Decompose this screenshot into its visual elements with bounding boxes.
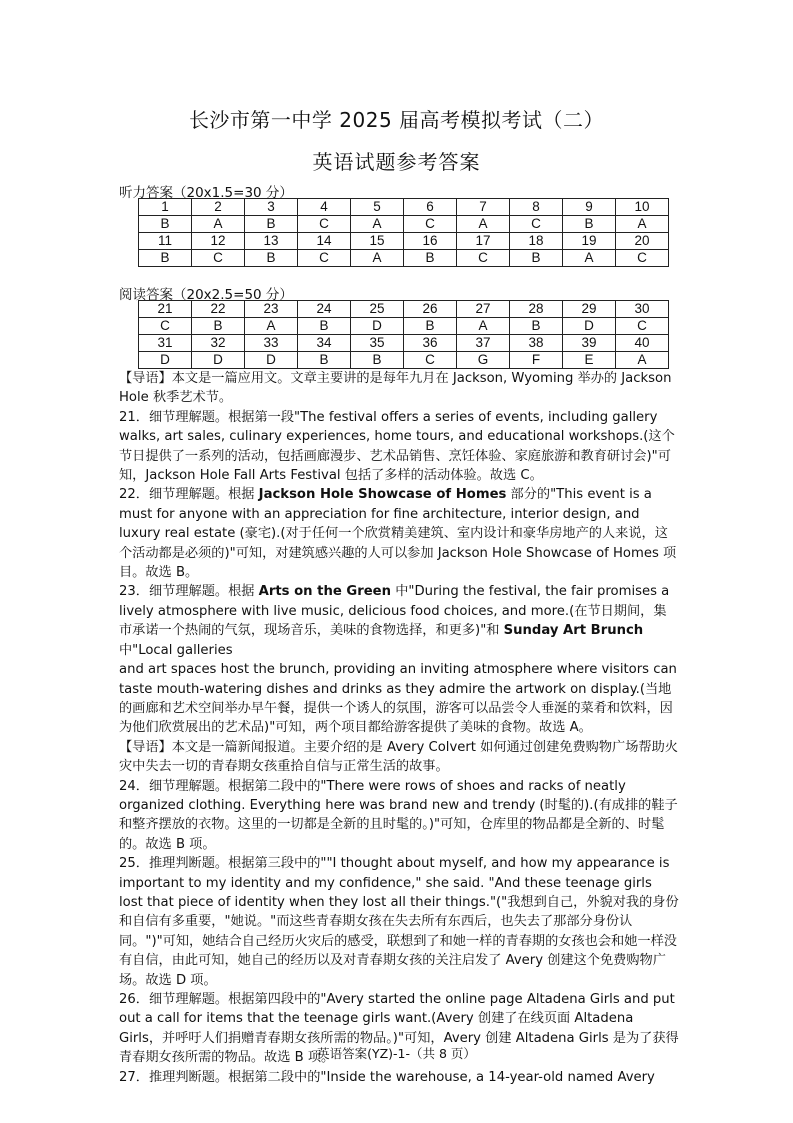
listening-table-cell: A bbox=[351, 216, 404, 233]
reading-table-cell: 26 bbox=[404, 301, 457, 318]
listening-table-cell: 4 bbox=[298, 199, 351, 216]
reading-table-row bbox=[139, 318, 669, 335]
listening-table-row bbox=[139, 250, 669, 267]
reading-answer-table bbox=[138, 300, 669, 369]
listening-table-cell: 18 bbox=[510, 233, 563, 250]
reading-table-cell: 29 bbox=[563, 301, 616, 318]
reading-table-cell: 24 bbox=[298, 301, 351, 318]
explanation-22 bbox=[119, 485, 679, 582]
listening-table-cell: 10 bbox=[616, 199, 669, 216]
reading-table-cell: 33 bbox=[245, 335, 298, 352]
listening-table-cell: C bbox=[404, 216, 457, 233]
explanation-23-text-cont: 中"During the festival, the fair promises a lively atmosphere with live music, delicious food choices, and more.(在节日期间，集市承诺一个热闹的气氛，现场音乐，美味的食物选择，和更多)"和 bbox=[119, 584, 670, 639]
explanation-25: 25．推理判断题。根据第三段中的""I thought about myself, and how my appearance is important to my identity and my confidence," she said. "And these teenage girls lost that piece of identity when they lost all their things."("我想到自己，外貌对我的身份和自信有多重要，"她说。"而这些青春期女孩在失去所有东西后，也失去了那部分身份认同。")"可知，她结合自己经历火灾后的感受，联想到了和她一样的青春期的女孩也会和她一样没有自信，由此可知，她自己的经历以及对青春期女孩的关注启发了 Avery 创建这个免费购物广场。故选 D 项。 bbox=[119, 856, 679, 988]
listening-table-cell: A bbox=[616, 216, 669, 233]
listening-table-row bbox=[139, 233, 669, 250]
reading-table-cell: 25 bbox=[351, 301, 404, 318]
listening-table-cell: A bbox=[351, 250, 404, 267]
listening-table-cell: B bbox=[245, 250, 298, 267]
listening-table-row bbox=[139, 199, 669, 216]
reading-table-cell: A bbox=[245, 318, 298, 335]
passage-intro-a: 【导语】本文是一篇应用文。文章主要讲的是每年九月在 Jackson, Wyoming 举办的 Jackson Hole 秋季艺术节。 bbox=[119, 371, 672, 406]
passage-intro-b: 【导语】本文是一篇新闻报道。主要介绍的是 Avery Colvert 如何通过创建免费购物广场帮助火灾中失去一切的青春期女孩重拾自信与正常生活的故事。 bbox=[119, 739, 678, 775]
reading-table-cell: 32 bbox=[192, 335, 245, 352]
explanation-23-continued: and art spaces host the brunch, providing an inviting atmosphere where visitors can taste mouth-watering dishes and drinks as they admire the artwork on display.(当地的画廊和艺术空间举办早午餐，提供一个诱人的氛围，游客可以品尝令人垂涎的菜肴和饮料，因为他们欣赏展出的艺术品)"可知，两个项目都给游客提供了美味的食物。故选 A。 bbox=[119, 662, 677, 736]
listening-table-cell: C bbox=[298, 216, 351, 233]
listening-table-cell: 16 bbox=[404, 233, 457, 250]
reading-table-cell: D bbox=[245, 352, 298, 369]
reading-table-cell: D bbox=[192, 352, 245, 369]
reading-table-cell: 21 bbox=[139, 301, 192, 318]
reading-table-cell: A bbox=[616, 352, 669, 369]
listening-table-cell: C bbox=[457, 250, 510, 267]
listening-table-cell: B bbox=[510, 250, 563, 267]
listening-table-cell: C bbox=[616, 250, 669, 267]
reading-table-cell: D bbox=[351, 318, 404, 335]
explanation-27: 27．推理判断题。根据第二段中的"Inside the warehouse, a 14-year-old named Avery bbox=[119, 1069, 655, 1085]
reading-table-cell: 22 bbox=[192, 301, 245, 318]
listening-table-cell: C bbox=[192, 250, 245, 267]
explanation-24: 24．细节理解题。根据第二段中的"There were rows of shoes and racks of neatly organized clothing. Everything here was brand new and trendy (时髦的).(有成排的鞋子和整齐摆放的衣物。这里的一切都是全新的且时髦的。)"可知，仓库里的物品都是全新的、时髦的。故选 B 项。 bbox=[119, 778, 678, 852]
listening-table-cell: B bbox=[139, 216, 192, 233]
answer-explanations bbox=[119, 369, 679, 1087]
explanation-22-text-cont: 部分的"This event is a must for anyone with an appreciation for fine architecture, interior design, and luxury real estate (豪宅).(对于任何一个欣赏精美建筑、室内设计和豪华房地产的人来说，这个活动都是必须的)"可知，对建筑感兴趣的人可以参加 Jackson Hole Showcase of Homes 项目。故选 B。 bbox=[119, 487, 677, 581]
listening-table-cell: 1 bbox=[139, 199, 192, 216]
reading-table-cell: B bbox=[298, 352, 351, 369]
reading-table-cell: C bbox=[139, 318, 192, 335]
listening-table-cell: 3 bbox=[245, 199, 298, 216]
reading-table-cell: 35 bbox=[351, 335, 404, 352]
listening-table-cell: 2 bbox=[192, 199, 245, 216]
reading-table-cell: B bbox=[404, 318, 457, 335]
listening-answer-table bbox=[138, 198, 669, 267]
reading-table-cell: 38 bbox=[510, 335, 563, 352]
reading-table-cell: 37 bbox=[457, 335, 510, 352]
reading-table-cell: B bbox=[510, 318, 563, 335]
listening-table-cell: 15 bbox=[351, 233, 404, 250]
reading-table-cell: B bbox=[351, 352, 404, 369]
explanation-26: 26．细节理解题。根据第四段中的"Avery started the online page Altadena Girls and put out a call for items that the teenage girls want.(Avery 创建了在线页面 Altadena Girls，并呼吁人们捐赠青春期女孩所需的物品。)"可知，Avery 创建 Altadena Girls 是为了获得青春期女孩所需的物品。故选 B 项。 bbox=[119, 992, 679, 1066]
reading-table-cell: G bbox=[457, 352, 510, 369]
explanation-23-text: 23．细节理解题。根据 bbox=[119, 584, 259, 600]
reading-table-cell: B bbox=[298, 318, 351, 335]
reading-table-cell: 23 bbox=[245, 301, 298, 318]
page-footer: 英语答案(YZ)-1-（共 8 页） bbox=[317, 1046, 476, 1061]
listening-table-cell: A bbox=[457, 216, 510, 233]
reading-table-cell: 36 bbox=[404, 335, 457, 352]
reading-table-cell: 34 bbox=[298, 335, 351, 352]
listening-table-cell: 7 bbox=[457, 199, 510, 216]
reading-table-cell: D bbox=[139, 352, 192, 369]
page-title: 长沙市第一中学 2025 届高考模拟考试（二） bbox=[188, 108, 605, 132]
listening-table-cell: 5 bbox=[351, 199, 404, 216]
listening-table-cell: 20 bbox=[616, 233, 669, 250]
listening-table-cell: 14 bbox=[298, 233, 351, 250]
listening-table-cell: 13 bbox=[245, 233, 298, 250]
reading-table-cell: 40 bbox=[616, 335, 669, 352]
reading-table-cell: A bbox=[457, 318, 510, 335]
reading-table-cell: B bbox=[192, 318, 245, 335]
listening-table-row bbox=[139, 216, 669, 233]
listening-table-cell: C bbox=[510, 216, 563, 233]
listening-table-cell: 19 bbox=[563, 233, 616, 250]
reading-table-row bbox=[139, 301, 669, 318]
listening-table-cell: A bbox=[192, 216, 245, 233]
listening-table-cell: 8 bbox=[510, 199, 563, 216]
explanation-22-section-name: Jackson Hole Showcase of Homes bbox=[258, 487, 507, 503]
listening-table-cell: 9 bbox=[563, 199, 616, 216]
reading-table-cell: C bbox=[616, 318, 669, 335]
explanation-23-section-name-2: Sunday Art Brunch bbox=[503, 623, 644, 639]
reading-table-cell: F bbox=[510, 352, 563, 369]
listening-table-cell: B bbox=[563, 216, 616, 233]
explanation-23-text-end: 中"Local galleries bbox=[119, 642, 233, 658]
explanation-22-text: 22．细节理解题。根据 bbox=[119, 487, 259, 503]
explanation-21: 21．细节理解题。根据第一段"The festival offers a series of events, including gallery walks, art sales, culinary experiences, home tours, and educational workshops.(这个节日提供了一系列的活动，包括画廊漫步、艺术品销售、烹饪体验、家庭旅游和教育研讨会)"可知，Jackson Hole Fall Arts Festival 包括了多样的活动体验。故选 C。 bbox=[119, 409, 675, 484]
reading-table-cell: 27 bbox=[457, 301, 510, 318]
explanation-23-section-name: Arts on the Green bbox=[258, 584, 391, 600]
listening-label: 听力答案（20x1.5=30 分） bbox=[119, 185, 293, 201]
page-subtitle: 英语试题参考答案 bbox=[312, 150, 481, 174]
listening-table-cell: B bbox=[245, 216, 298, 233]
listening-table-cell: 6 bbox=[404, 199, 457, 216]
reading-table-row bbox=[139, 352, 669, 369]
listening-table-cell: C bbox=[298, 250, 351, 267]
reading-table-cell: E bbox=[563, 352, 616, 369]
reading-table-cell: D bbox=[563, 318, 616, 335]
listening-table-cell: B bbox=[139, 250, 192, 267]
listening-table-cell: A bbox=[563, 250, 616, 267]
reading-label: 阅读答案（20x2.5=50 分） bbox=[119, 287, 293, 303]
listening-table-cell: 12 bbox=[192, 233, 245, 250]
listening-table-cell: 11 bbox=[139, 233, 192, 250]
reading-table-cell: 31 bbox=[139, 335, 192, 352]
reading-table-cell: 30 bbox=[616, 301, 669, 318]
reading-table-cell: C bbox=[404, 352, 457, 369]
explanation-23 bbox=[119, 582, 679, 660]
listening-table-cell: 17 bbox=[457, 233, 510, 250]
reading-table-cell: 28 bbox=[510, 301, 563, 318]
reading-table-cell: 39 bbox=[563, 335, 616, 352]
listening-table-cell: B bbox=[404, 250, 457, 267]
reading-table-row bbox=[139, 335, 669, 352]
